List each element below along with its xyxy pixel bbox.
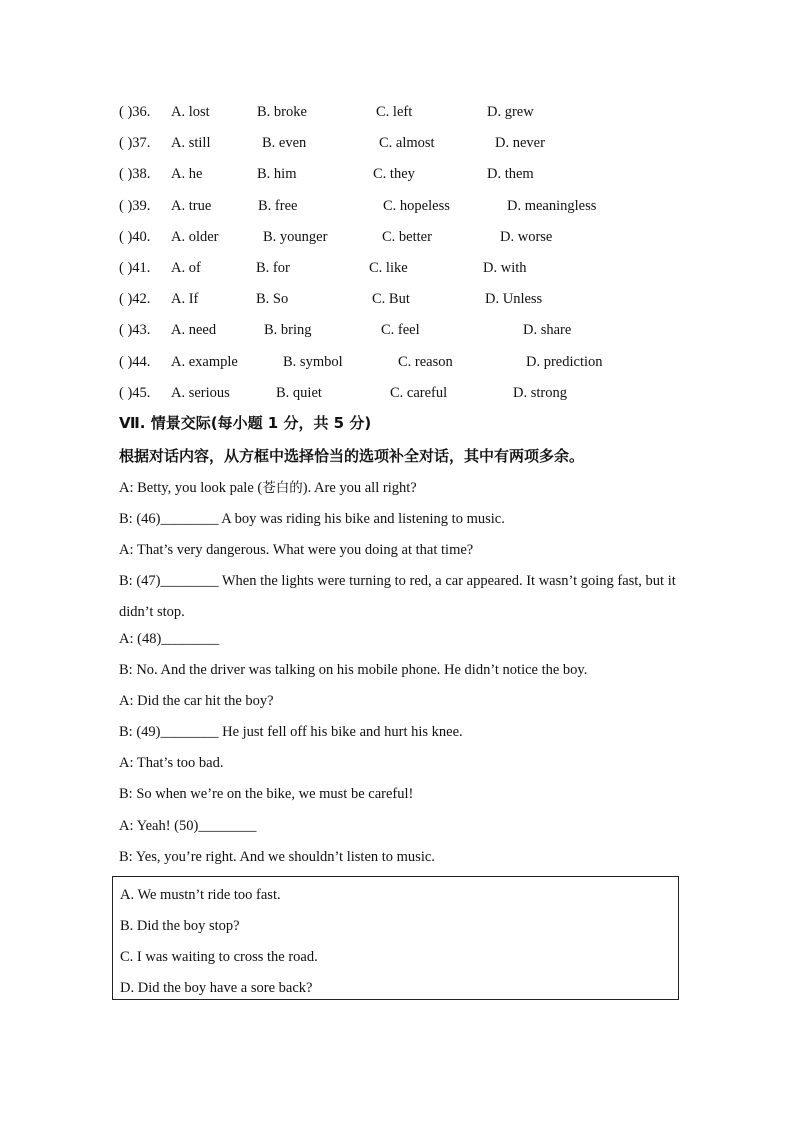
box-option-a: A. We mustn’t ride too fast.: [120, 887, 281, 903]
option-c: C. almost: [379, 135, 435, 152]
dialogue-line: B: No. And the driver was talking on his mobile phone. He didn’t notice the boy.: [119, 662, 588, 679]
question-row: [119, 382, 719, 413]
dialogue-line: B: (47)________ When the lights were turning to red, a car appeared. It wasn’t going fast, but it didn’t stop.: [119, 572, 676, 620]
option-a: A. example: [171, 353, 238, 370]
options-box: [112, 876, 679, 1000]
section-heading: Ⅶ. 情景交际(每小题 1 分，共 5 分): [119, 414, 372, 432]
question-row: [119, 257, 719, 288]
option-d: D. never: [495, 135, 545, 152]
question-number: ( )44.: [119, 353, 151, 370]
option-a: A. still: [171, 135, 211, 152]
dialogue-text: ). Are you all right?: [302, 480, 417, 496]
option-c: C. But: [372, 291, 410, 308]
section-instruction: 根据对话内容，从方框中选择恰当的选项补全对话，其中有两项多余。: [119, 447, 585, 465]
option-d: D. them: [487, 166, 534, 183]
question-row: [119, 195, 719, 226]
chinese-gloss: 苍白的: [262, 480, 303, 496]
option-a: A. true: [171, 197, 212, 214]
dialogue-line: A: Did the car hit the boy?: [119, 693, 274, 710]
option-c: C. they: [373, 166, 415, 183]
option-a: A. of: [171, 259, 201, 276]
option-b: B. broke: [257, 104, 307, 120]
option-a: A. If: [171, 291, 199, 308]
option-a: A. older: [171, 228, 219, 245]
dialogue: [119, 477, 679, 877]
question-row: [119, 226, 719, 257]
option-b: B. for: [256, 259, 290, 276]
option-b: B. quiet: [276, 384, 322, 401]
question-number: ( )43.: [119, 322, 151, 339]
question-row: [119, 163, 719, 194]
option-d: D. grew: [487, 104, 534, 120]
option-c: C. careful: [390, 384, 448, 401]
option-a: A. serious: [171, 384, 230, 401]
question-number: ( )36.: [119, 104, 151, 120]
question-number: ( )42.: [119, 291, 151, 308]
question-number: ( )39.: [119, 197, 151, 214]
box-option-d: D. Did the boy have a sore back?: [120, 980, 313, 996]
dialogue-text: A: Betty, you look pale (: [119, 480, 263, 496]
dialogue-line: B: Yes, you’re right. And we shouldn’t listen to music.: [119, 848, 435, 865]
multiple-choice-list: [119, 101, 719, 413]
box-option-b: B. Did the boy stop?: [120, 918, 240, 934]
option-d: D. share: [523, 322, 572, 339]
option-c: C. like: [369, 259, 408, 276]
option-b: B. younger: [263, 228, 328, 245]
question-number: ( )37.: [119, 135, 151, 152]
option-c: C. feel: [381, 322, 420, 339]
dialogue-line: A: That’s very dangerous. What were you doing at that time?: [119, 542, 474, 559]
option-c: C. better: [382, 228, 432, 245]
dialogue-line: A: That’s too bad.: [119, 755, 224, 772]
option-b: B. So: [256, 291, 289, 308]
box-option-c: C. I was waiting to cross the road.: [120, 949, 318, 965]
option-a: A. he: [171, 166, 203, 183]
question-row: [119, 132, 719, 163]
option-a: A. need: [171, 322, 217, 339]
option-d: D. meaningless: [507, 197, 597, 214]
option-b: B. symbol: [283, 353, 343, 370]
option-d: D. worse: [500, 228, 553, 245]
dialogue-line: B: (46)________ A boy was riding his bike and listening to music.: [119, 511, 505, 528]
option-c: C. reason: [398, 353, 453, 370]
question-number: ( )38.: [119, 166, 151, 183]
dialogue-line: [119, 477, 679, 508]
dialogue-line: B: So when we’re on the bike, we must be careful!: [119, 786, 414, 803]
dialogue-line: A: Yeah! (50)________: [119, 817, 257, 834]
dialogue-line: A: (48)________: [119, 630, 220, 647]
option-d: D. with: [483, 259, 527, 276]
option-b: B. free: [258, 197, 298, 214]
option-b: B. even: [262, 135, 307, 152]
question-number: ( )45.: [119, 384, 151, 401]
option-c: C. left: [376, 104, 413, 120]
option-b: B. bring: [264, 322, 312, 339]
option-c: C. hopeless: [383, 197, 450, 214]
option-d: D. strong: [513, 384, 567, 401]
dialogue-line: B: (49)________ He just fell off his bike and hurt his knee.: [119, 724, 463, 741]
question-number: ( )40.: [119, 228, 151, 245]
option-d: D. prediction: [526, 353, 603, 370]
option-a: A. lost: [171, 104, 210, 120]
question-number: ( )41.: [119, 259, 151, 276]
question-row: [119, 288, 719, 319]
question-row: [119, 319, 719, 350]
question-row: [119, 101, 719, 132]
question-row: [119, 351, 719, 382]
option-d: D. Unless: [485, 291, 543, 308]
option-b: B. him: [257, 166, 297, 183]
